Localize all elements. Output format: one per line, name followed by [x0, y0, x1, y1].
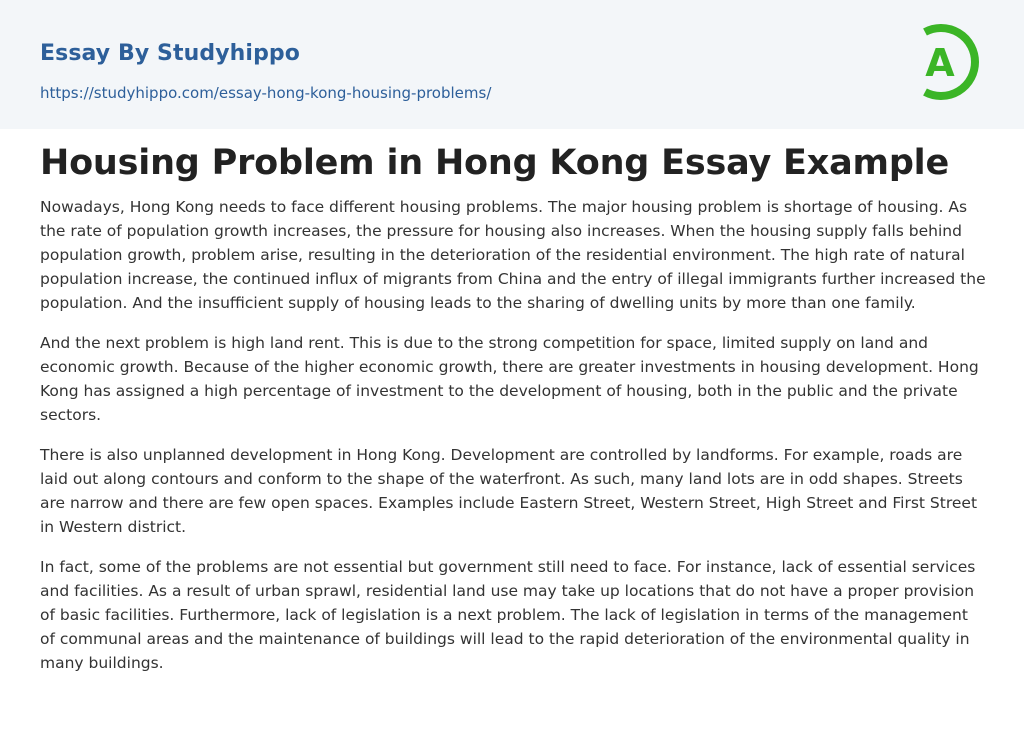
page-url-link[interactable]: https://studyhippo.com/essay-hong-kong-housing-problems/	[40, 84, 492, 102]
studyhippo-logo-icon[interactable]	[913, 19, 987, 105]
essay-paragraph: There is also unplanned development in Hong Kong. Development are controlled by landforms. For example, roads are laid out along contours and conform to the shape of the waterfront. As such, many land lots are in odd shapes. Streets are narrow and there are few open spaces. Examples include Eastern Street, Western Street, High Street and First Street in Western district.	[40, 446, 978, 536]
logo-letter: A	[925, 41, 955, 85]
essay-paragraph: And the next problem is high land rent. This is due to the strong competition for space, limited supply on land and economic growth. Because of the higher economic growth, there are greater investments in housing development. Hong Kong has assigned a high percentage of investment to the development of housing, both in the public and the private sectors.	[40, 334, 979, 424]
site-header	[0, 0, 1024, 129]
site-brand[interactable]: Essay By Studyhippo	[40, 41, 300, 66]
page-title: Housing Problem in Hong Kong Essay Example	[40, 143, 950, 183]
essay-body	[40, 195, 986, 691]
essay-paragraph: In fact, some of the problems are not essential but government still need to face. For instance, lack of essential services and facilities. As a result of urban sprawl, residential land use may take up locations that do not have a proper provision of basic facilities. Furthermore, lack of legislation is a next problem. The lack of legislation in terms of the management of communal areas and the maintenance of buildings will lead to the rapid deterioration of the environmental quality in many buildings.	[40, 558, 976, 672]
essay-paragraph: Nowadays, Hong Kong needs to face different housing problems. The major housing problem is shortage of housing. As the rate of population growth increases, the pressure for housing also increases. When the housing supply falls behind population growth, problem arise, resulting in the deterioration of the residential environment. The high rate of natural population increase, the continued influx of migrants from China and the entry of illegal immigrants further increased the population. And the insufficient supply of housing leads to the sharing of dwelling units by more than one family.	[40, 198, 986, 312]
